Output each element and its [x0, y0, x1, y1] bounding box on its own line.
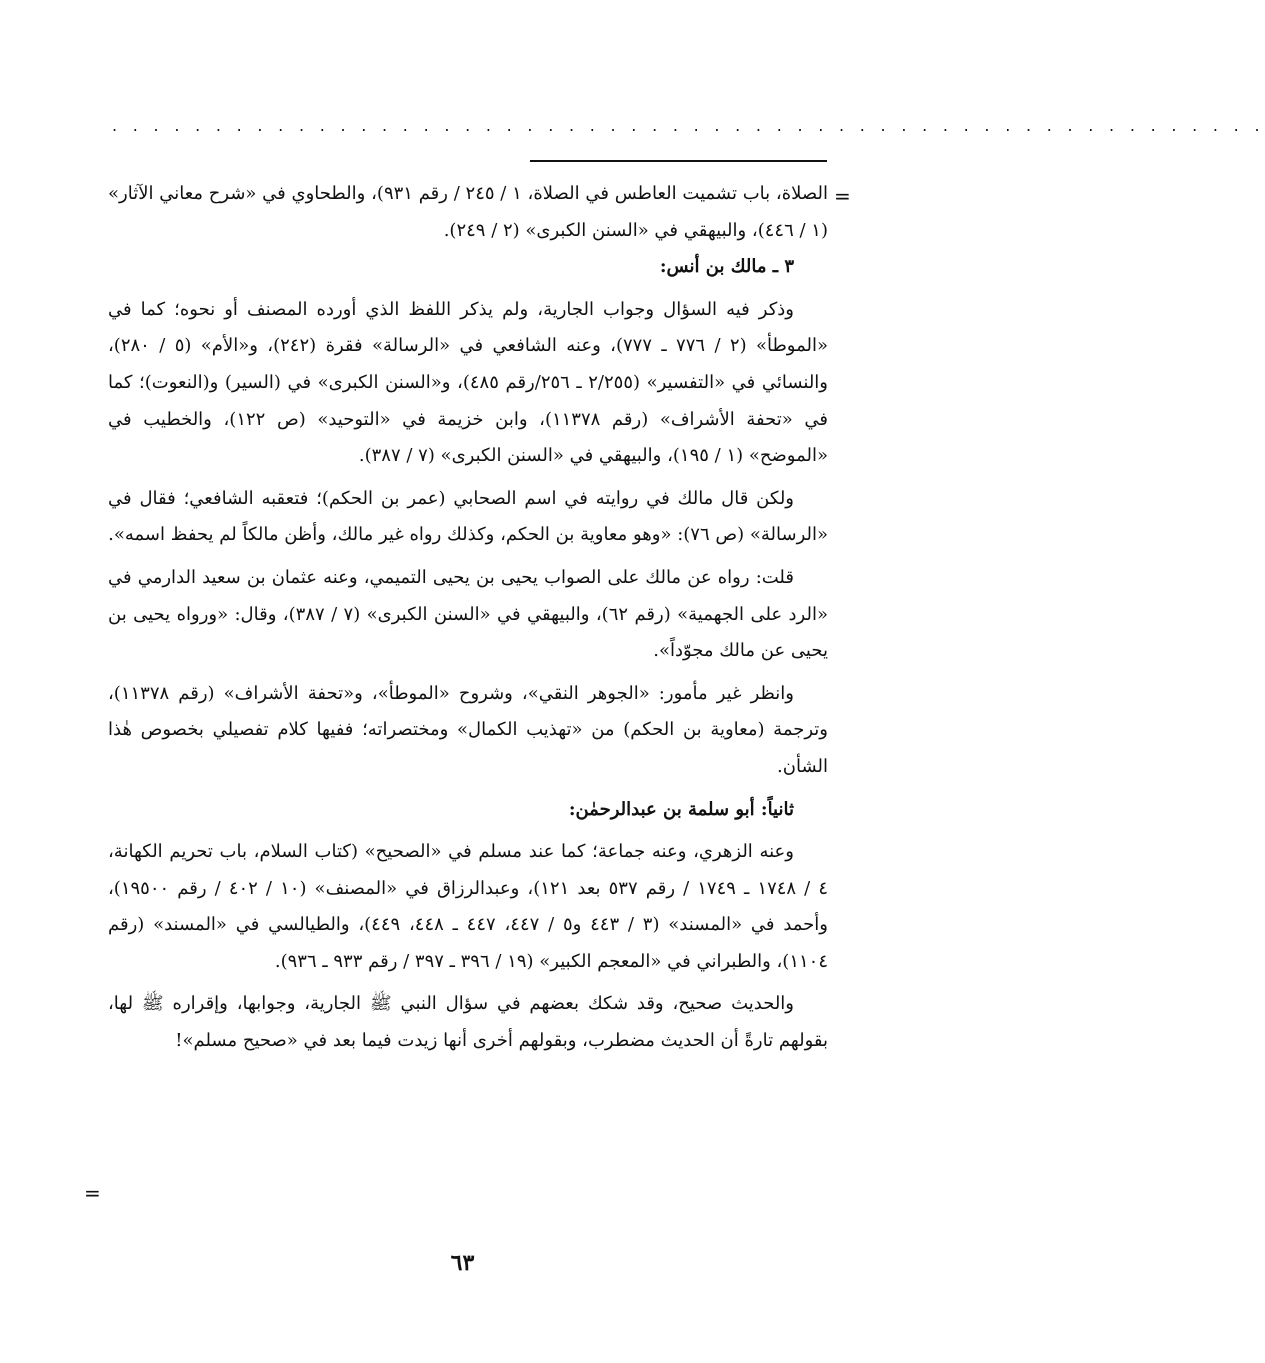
dotted-separator: . . . . . . . . . . . . . . . . . . . . . . . . . . . . . . . . . . . . . . . . . . . . . . . . . . . . . . . . — [112, 116, 1265, 135]
heading-abu-salama: ثانياً: أبو سلمة بن عبدالرحمٰن: — [568, 798, 794, 820]
paragraph-shafii-comment: ولكن قال مالك في روايته في اسم الصحابي (عمر بن الحكم)؛ فتعقبه الشافعي؛ فقال في «الرسالة» (ص ٧٦): «وهو معاوية بن الحكم، وكذلك رواه غير مالك، وأظن مالكاً لم يحفظ اسمه». — [108, 487, 828, 546]
paragraph-continuation: الصلاة، باب تشميت العاطس في الصلاة، ١ / ٢٤٥ / رقم ٩٣١)، والطحاوي في «شرح معاني الآثار» (١ / ٤٤٦)، والبيهقي في «السنن الكبرى» (٢ / ٢٤٩). — [108, 183, 828, 241]
paragraph-malik-sources: وذكر فيه السؤال وجواب الجارية، ولم يذكر اللفظ الذي أورده المصنف أو نحوه؛ كما في «الموطأ» (٢ / ٧٧٦ ـ ٧٧٧)، وعنه الشافعي في «الرسالة» فقرة (٢٤٢)، و«الأم» (٥ / ٢٨٠)، والنسائي في «التفسير» (٢/٢٥٥ ـ ٢٥٦/رقم ٤٨٥)، و«السنن الكبرى» في (السير) و(النعوت)؛ كما في «تحفة الأشراف» (رقم ١١٣٧٨)، وابن خزيمة في «التوحيد» (ص ١٢٢)، والخطيب في «الموضح» (١ / ١٩٥)، والبيهقي في «السنن الكبرى» (٧ / ٣٨٧). — [108, 298, 829, 467]
paragraph-zuhri-sources: وعنه الزهري، وعنه جماعة؛ كما عند مسلم في «الصحيح» (كتاب السلام، باب تحريم الكهانة، ٤ / ١٧٤٨ ـ ١٧٤٩ / رقم ٥٣٧ بعد ١٢١)، وعبدالرزاق في «المصنف» (١٠ / ٤٠٢ / رقم ١٩٥٠٠)، وأحمد في «المسند» (٣ / ٤٤٣ و٥ / ٤٤٧، ٤٤٧ ـ ٤٤٨، ٤٤٩)، والطيالسي في «المسند» (رقم ١١٠٤)، والطبراني في «المعجم الكبير» (١٩ / ٣٩٦ ـ ٣٩٧ / رقم ٩٣٣ ـ ٩٣٦). — [108, 841, 829, 972]
paragraph-further-reading: وانظر غير مأمور: «الجوهر النقي»، وشروح «الموطأ»، و«تحفة الأشراف» (رقم ١١٣٧٨)، وترجمة (معاوية بن الحكم) من «تهذيب الكمال» ومختصراته؛ ففيها كلام تفصيلي بخصوص هٰذا الشأن. — [108, 682, 828, 777]
paragraph-hadith-authenticity: والحديث صحيح، وقد شكك بعضهم في سؤال النبي ﷺ الجارية، وجوابها، وإقراره ﷺ لها، بقولهم تارةً أن الحديث مضطرب، وبقولهم أخرى أنها زيدت فيما بعد في «صحيح مسلم»! — [108, 993, 828, 1052]
heading-malik: ٣ ـ مالك بن أنس: — [659, 256, 794, 278]
continuation-mark-end: = — [84, 1181, 101, 1205]
paragraph-correct-narration: قلت: رواه عن مالك على الصواب يحيى بن يحيى التميمي، وعنه عثمان بن سعيد الدارمي في «الرد على الجهمية» (رقم ٦٢)، والبيهقي في «السنن الكبرى» (٧ / ٣٨٧)، وقال: «ورواه يحيى بن يحيى عن مالك مجوّداً». — [108, 566, 828, 662]
footnote-rule — [530, 160, 827, 162]
continuation-mark-start: = — [834, 184, 851, 208]
page-number: ٦٣ — [450, 1250, 475, 1276]
page-body — [108, 176, 828, 1060]
